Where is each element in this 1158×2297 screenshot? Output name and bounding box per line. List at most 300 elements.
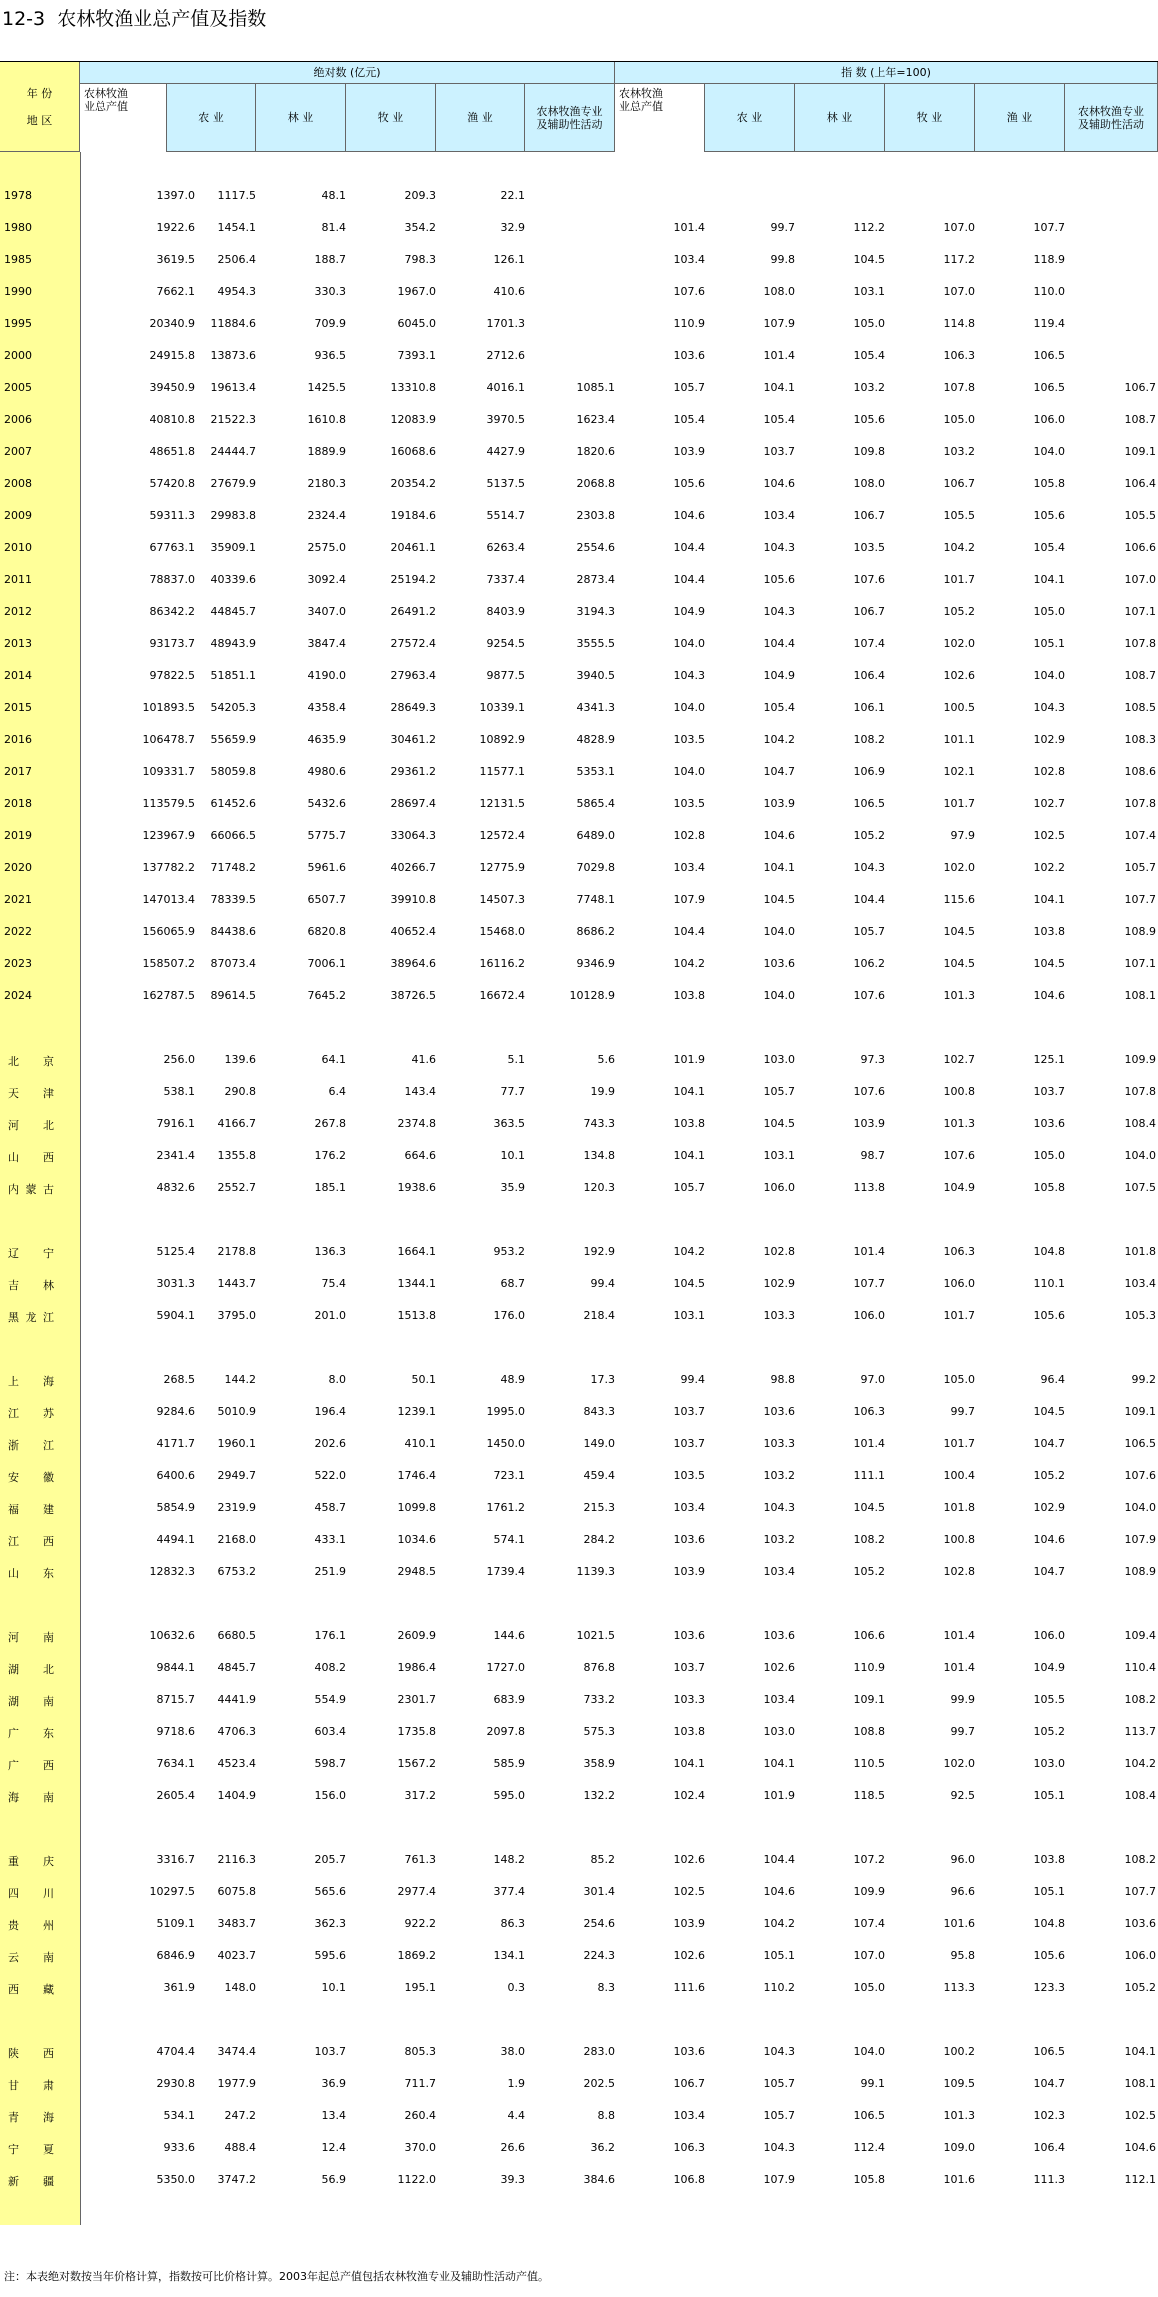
region-label: 云南 [8, 1951, 54, 1964]
table-cell: 101.7 [943, 573, 975, 586]
table-cell: 101.3 [943, 989, 975, 1002]
table-cell: 176.2 [314, 1149, 346, 1162]
table-cell: 6680.5 [217, 1629, 256, 1642]
table-cell: 10892.9 [479, 733, 525, 746]
table-cell: 113.8 [853, 1181, 885, 1194]
table-cell: 107.0 [943, 221, 975, 234]
table-cell: 108.2 [1124, 1693, 1156, 1706]
table-cell: 107.7 [1124, 893, 1156, 906]
table-cell: 51851.1 [210, 669, 256, 682]
table-row [0, 890, 1158, 910]
table-cell: 104.1 [673, 1085, 705, 1098]
table-row [0, 186, 1158, 206]
table-cell: 103.1 [763, 1149, 795, 1162]
table-cell: 3795.0 [217, 1309, 256, 1322]
table-cell: 112.4 [853, 2141, 885, 2154]
table-cell: 48943.9 [210, 637, 256, 650]
table-cell: 107.6 [853, 989, 885, 1002]
table-cell: 104.5 [1033, 957, 1065, 970]
table-cell: 107.2 [853, 1853, 885, 1866]
table-cell: 105.6 [673, 477, 705, 490]
table-row [0, 922, 1158, 942]
table-cell: 101.3 [943, 1117, 975, 1130]
table-cell: 103.0 [763, 1725, 795, 1738]
column-header: 农 业 [167, 84, 256, 152]
table-cell: 103.5 [673, 797, 705, 810]
table-cell: 105.2 [943, 605, 975, 618]
table-cell: 109.4 [1124, 1629, 1156, 1642]
table-cell: 107.6 [943, 1149, 975, 1162]
table-cell: 247.2 [224, 2109, 256, 2122]
table-cell: 2554.6 [576, 541, 615, 554]
table-cell: 488.4 [224, 2141, 256, 2154]
table-cell: 664.6 [404, 1149, 436, 1162]
table-cell: 723.1 [493, 1469, 525, 1482]
table-cell: 13.4 [321, 2109, 346, 2122]
table-row [0, 1178, 1158, 1198]
table-cell: 101.4 [943, 1629, 975, 1642]
table-cell: 2930.8 [156, 2077, 195, 2090]
page-title: 12-3 农林牧渔业总产值及指数 [2, 8, 267, 30]
region-label: 吉林 [8, 1279, 54, 1292]
table-cell: 3555.5 [576, 637, 615, 650]
table-cell: 4171.7 [156, 1437, 195, 1450]
table-cell: 1735.8 [397, 1725, 436, 1738]
table-cell: 104.6 [763, 1885, 795, 1898]
table-cell: 188.7 [314, 253, 346, 266]
table-cell: 256.0 [163, 1053, 195, 1066]
table-cell: 301.4 [583, 1885, 615, 1898]
table-cell: 1623.4 [576, 413, 615, 426]
table-cell: 683.9 [493, 1693, 525, 1706]
table-cell: 2506.4 [217, 253, 256, 266]
table-cell: 104.0 [673, 701, 705, 714]
table-row [0, 1658, 1158, 1678]
table-cell: 251.9 [314, 1565, 346, 1578]
table-cell: 103.9 [763, 797, 795, 810]
table-cell: 92.5 [950, 1789, 975, 1802]
table-cell: 106.3 [943, 1245, 975, 1258]
table-cell: 105.6 [1033, 1949, 1065, 1962]
table-cell: 3619.5 [156, 253, 195, 266]
table-cell: 99.4 [590, 1277, 615, 1290]
table-cell: 953.2 [493, 1245, 525, 1258]
table-cell: 103.6 [673, 349, 705, 362]
table-cell: 106.0 [1124, 1949, 1156, 1962]
table-cell: 7634.1 [156, 1757, 195, 1770]
table-cell: 363.5 [493, 1117, 525, 1130]
table-cell: 114.8 [943, 317, 975, 330]
table-row [0, 250, 1158, 270]
table-cell: 9254.5 [486, 637, 525, 650]
column-header: 牧 业 [885, 84, 975, 152]
table-cell: 5109.1 [156, 1917, 195, 1930]
table-cell: 106.3 [673, 2141, 705, 2154]
table-cell: 106.0 [1033, 1629, 1065, 1642]
year-label: 2012 [4, 605, 32, 618]
table-cell: 1443.7 [217, 1277, 256, 1290]
table-cell: 4828.9 [576, 733, 615, 746]
table-cell: 10128.9 [569, 989, 615, 1002]
table-cell: 105.7 [763, 1085, 795, 1098]
table-cell: 102.8 [763, 1245, 795, 1258]
table-cell: 156065.9 [142, 925, 195, 938]
table-cell: 358.9 [583, 1757, 615, 1770]
table-cell: 107.0 [1124, 573, 1156, 586]
table-cell: 106.7 [853, 509, 885, 522]
column-header: 渔 业 [975, 84, 1065, 152]
table-cell: 101.1 [943, 733, 975, 746]
table-row [0, 634, 1158, 654]
table-cell: 284.2 [583, 1533, 615, 1546]
table-cell: 20340.9 [149, 317, 195, 330]
table-cell: 103.2 [943, 445, 975, 458]
year-label: 1990 [4, 285, 32, 298]
table-cell: 5865.4 [576, 797, 615, 810]
table-cell: 104.0 [853, 2045, 885, 2058]
table-cell: 78339.5 [210, 893, 256, 906]
table-cell: 147013.4 [142, 893, 195, 906]
year-label: 2021 [4, 893, 32, 906]
table-cell: 106.4 [1124, 477, 1156, 490]
table-row [0, 346, 1158, 366]
table-cell: 10.1 [321, 1981, 346, 1994]
table-cell: 158507.2 [142, 957, 195, 970]
table-cell: 101.6 [943, 1917, 975, 1930]
table-cell: 64.1 [321, 1053, 346, 1066]
table-cell: 107.4 [1124, 829, 1156, 842]
table-cell: 103.6 [1124, 1917, 1156, 1930]
table-cell: 6.4 [328, 1085, 346, 1098]
table-cell: 101.8 [943, 1501, 975, 1514]
table-row [0, 474, 1158, 494]
table-cell: 99.9 [950, 1693, 975, 1706]
table-cell: 1034.6 [397, 1533, 436, 1546]
table-cell: 11577.1 [479, 765, 525, 778]
table-cell: 12775.9 [479, 861, 525, 874]
table-cell: 85.2 [590, 1853, 615, 1866]
table-cell: 104.0 [763, 989, 795, 1002]
table-cell: 103.8 [1033, 1853, 1065, 1866]
table-cell: 6820.8 [307, 925, 346, 938]
table-cell: 117.2 [943, 253, 975, 266]
year-label: 2013 [4, 637, 32, 650]
table-cell: 38726.5 [390, 989, 436, 1002]
table-cell: 162787.5 [142, 989, 195, 1002]
column-header: 农林牧渔 业总产值 [615, 84, 705, 152]
table-cell: 215.3 [583, 1501, 615, 1514]
table-cell: 101.3 [943, 2109, 975, 2122]
table-cell: 1986.4 [397, 1661, 436, 1674]
table-cell: 77.7 [500, 1085, 525, 1098]
table-cell: 120.3 [583, 1181, 615, 1194]
table-cell: 137782.2 [142, 861, 195, 874]
table-cell: 102.7 [943, 1053, 975, 1066]
table-cell: 104.1 [763, 861, 795, 874]
table-cell: 1454.1 [217, 221, 256, 234]
table-row [0, 1434, 1158, 1454]
table-cell: 574.1 [493, 1533, 525, 1546]
table-cell: 101.7 [943, 797, 975, 810]
table-cell: 2575.0 [307, 541, 346, 554]
table-cell: 268.5 [163, 1373, 195, 1386]
table-cell: 104.1 [763, 381, 795, 394]
table-cell: 103.0 [1033, 1757, 1065, 1770]
table-row [0, 730, 1158, 750]
table-cell: 97822.5 [149, 669, 195, 682]
table-cell: 27679.9 [210, 477, 256, 490]
table-cell: 139.6 [224, 1053, 256, 1066]
table-cell: 125.1 [1033, 1053, 1065, 1066]
table-row [0, 314, 1158, 334]
table-row [0, 1754, 1158, 1774]
table-row [0, 1146, 1158, 1166]
table-cell: 110.1 [1033, 1277, 1065, 1290]
table-cell: 144.6 [493, 1629, 525, 1642]
table-cell: 2168.0 [217, 1533, 256, 1546]
table-cell: 4016.1 [486, 381, 525, 394]
table-row [0, 218, 1158, 238]
table-cell: 123967.9 [142, 829, 195, 842]
table-cell: 108.2 [853, 1533, 885, 1546]
table-cell: 36.9 [321, 2077, 346, 2090]
table-cell: 1117.5 [217, 189, 256, 202]
table-cell: 103.6 [673, 1533, 705, 1546]
table-cell: 103.0 [763, 1053, 795, 1066]
table-cell: 107.9 [763, 317, 795, 330]
year-label: 2014 [4, 669, 32, 682]
table-cell: 5.1 [507, 1053, 525, 1066]
table-cell: 5353.1 [576, 765, 615, 778]
table-cell: 99.2 [1131, 1373, 1156, 1386]
table-cell: 106.0 [1033, 413, 1065, 426]
table-cell: 4.4 [507, 2109, 525, 2122]
table-row [0, 1114, 1158, 1134]
year-label: 2022 [4, 925, 32, 938]
table-cell: 108.1 [1124, 989, 1156, 1002]
table-cell: 106.0 [853, 1309, 885, 1322]
table-cell: 6400.6 [156, 1469, 195, 1482]
table-cell: 3031.3 [156, 1277, 195, 1290]
table-cell: 78837.0 [149, 573, 195, 586]
table-cell: 2712.6 [486, 349, 525, 362]
region-header: 地 区 [26, 113, 53, 127]
table-cell: 2116.3 [217, 1853, 256, 1866]
table-cell: 108.0 [853, 477, 885, 490]
table-cell: 97.9 [950, 829, 975, 842]
table-cell: 317.2 [404, 1789, 436, 1802]
table-cell: 38964.6 [390, 957, 436, 970]
table-cell: 123.3 [1033, 1981, 1065, 1994]
table-cell: 13310.8 [390, 381, 436, 394]
table-cell: 105.0 [1033, 1149, 1065, 1162]
table-cell: 105.2 [1124, 1981, 1156, 1994]
table-cell: 4358.4 [307, 701, 346, 714]
table-cell: 4441.9 [217, 1693, 256, 1706]
table-cell: 29983.8 [210, 509, 256, 522]
table-cell: 16116.2 [479, 957, 525, 970]
table-cell: 106.1 [853, 701, 885, 714]
table-cell: 105.1 [1033, 637, 1065, 650]
table-cell: 105.0 [943, 413, 975, 426]
table-cell: 10297.5 [149, 1885, 195, 1898]
table-cell: 2949.7 [217, 1469, 256, 1482]
table-cell: 103.9 [673, 445, 705, 458]
table-cell: 100.4 [943, 1469, 975, 1482]
table-cell: 97.0 [860, 1373, 885, 1386]
year-label: 2005 [4, 381, 32, 394]
table-cell: 108.2 [853, 733, 885, 746]
table-cell: 565.6 [314, 1885, 346, 1898]
year-label: 2017 [4, 765, 32, 778]
table-cell: 260.4 [404, 2109, 436, 2122]
table-cell: 7029.8 [576, 861, 615, 874]
table-cell: 6045.0 [397, 317, 436, 330]
year-label: 2018 [4, 797, 32, 810]
table-cell: 104.8 [1033, 1917, 1065, 1930]
table-cell: 743.3 [583, 1117, 615, 1130]
table-cell: 106478.7 [142, 733, 195, 746]
region-label: 山西 [8, 1151, 54, 1164]
table-cell: 101893.5 [142, 701, 195, 714]
table-cell: 7393.1 [397, 349, 436, 362]
table-cell: 102.2 [1033, 861, 1065, 874]
year-label: 2008 [4, 477, 32, 490]
table-cell: 107.6 [673, 285, 705, 298]
table-row [0, 378, 1158, 398]
table-cell: 733.2 [583, 1693, 615, 1706]
table-cell: 25194.2 [390, 573, 436, 586]
table-cell: 3940.5 [576, 669, 615, 682]
table-cell: 109.5 [943, 2077, 975, 2090]
table-cell: 104.3 [763, 2045, 795, 2058]
table-cell: 761.3 [404, 1853, 436, 1866]
year-label: 2015 [4, 701, 32, 714]
table-cell: 3747.2 [217, 2173, 256, 2186]
table-cell: 102.9 [763, 1277, 795, 1290]
table-cell: 54205.3 [210, 701, 256, 714]
table-cell: 103.7 [673, 1405, 705, 1418]
table-cell: 104.9 [1033, 1661, 1065, 1674]
table-cell: 8403.9 [486, 605, 525, 618]
table-cell: 1085.1 [576, 381, 615, 394]
table-cell: 104.6 [1033, 1533, 1065, 1546]
table-row [0, 1850, 1158, 1870]
table-cell: 2324.4 [307, 509, 346, 522]
table-cell: 106.8 [673, 2173, 705, 2186]
table-cell: 108.6 [1124, 765, 1156, 778]
table-cell: 2303.8 [576, 509, 615, 522]
table-cell: 48651.8 [149, 445, 195, 458]
table-cell: 105.5 [1033, 1693, 1065, 1706]
table-cell: 105.0 [853, 1981, 885, 1994]
table-cell: 7916.1 [156, 1117, 195, 1130]
year-header: 年 份 [26, 86, 53, 100]
table-cell: 106.7 [943, 477, 975, 490]
region-label: 广东 [8, 1727, 54, 1740]
table-row [0, 986, 1158, 1006]
table-cell: 103.7 [673, 1437, 705, 1450]
table-cell: 106.6 [853, 1629, 885, 1642]
table-row [0, 858, 1158, 878]
table-cell: 103.8 [1033, 925, 1065, 938]
table-cell: 106.5 [1033, 349, 1065, 362]
table-cell: 103.7 [1033, 1085, 1065, 1098]
region-label: 湖北 [8, 1663, 54, 1676]
table-cell: 20461.1 [390, 541, 436, 554]
table-cell: 377.4 [493, 1885, 525, 1898]
region-label: 内蒙古 [8, 1183, 54, 1196]
table-cell: 103.8 [673, 1725, 705, 1738]
table-cell: 106.2 [853, 957, 885, 970]
table-cell: 44845.7 [210, 605, 256, 618]
table-cell: 843.3 [583, 1405, 615, 1418]
table-cell: 103.4 [763, 1565, 795, 1578]
table-cell: 4523.4 [217, 1757, 256, 1770]
table-cell: 408.2 [314, 1661, 346, 1674]
table-cell: 102.5 [1124, 2109, 1156, 2122]
table-cell: 8715.7 [156, 1693, 195, 1706]
table-row [0, 1370, 1158, 1390]
table-cell: 9718.6 [156, 1725, 195, 1738]
table-cell: 102.0 [943, 861, 975, 874]
region-label: 黑龙江 [8, 1311, 54, 1324]
table-cell: 103.3 [673, 1693, 705, 1706]
table-note: 注：本表绝对数按当年价格计算，指数按可比价格计算。2003年起总产值包括农林牧渔专业及辅助性活动产值。 [4, 2270, 549, 2283]
table-cell: 56.9 [321, 2173, 346, 2186]
table-row [0, 1690, 1158, 1710]
table-cell: 2552.7 [217, 1181, 256, 1194]
table-cell: 4635.9 [307, 733, 346, 746]
table-cell: 103.6 [1033, 1117, 1065, 1130]
table-row [0, 410, 1158, 430]
region-label: 北京 [8, 1055, 54, 1068]
table-cell: 104.5 [1033, 1405, 1065, 1418]
table-cell: 104.5 [853, 1501, 885, 1514]
table-cell: 192.9 [583, 1245, 615, 1258]
column-header: 农林牧渔专业 及辅助性活动 [1065, 84, 1158, 152]
table-cell: 106.0 [943, 1277, 975, 1290]
table-cell: 5350.0 [156, 2173, 195, 2186]
table-cell: 105.8 [1033, 1181, 1065, 1194]
year-label: 2023 [4, 957, 32, 970]
table-cell: 36.2 [590, 2141, 615, 2154]
table-cell: 55659.9 [210, 733, 256, 746]
table-row [0, 1274, 1158, 1294]
column-header: 林 业 [795, 84, 885, 152]
column-header: 林 业 [256, 84, 346, 152]
year-label: 2009 [4, 509, 32, 522]
table-row [0, 1562, 1158, 1582]
year-label: 2020 [4, 861, 32, 874]
region-label: 江西 [8, 1535, 54, 1548]
table-cell: 108.1 [1124, 2077, 1156, 2090]
table-cell: 39.3 [500, 2173, 525, 2186]
table-cell: 102.8 [943, 1565, 975, 1578]
table-cell: 86342.2 [149, 605, 195, 618]
table-cell: 1960.1 [217, 1437, 256, 1450]
table-cell: 102.9 [1033, 1501, 1065, 1514]
table-cell: 50.1 [411, 1373, 436, 1386]
table-cell: 107.4 [853, 637, 885, 650]
table-cell: 103.4 [673, 861, 705, 874]
table-cell: 9284.6 [156, 1405, 195, 1418]
table-cell: 105.8 [1033, 477, 1065, 490]
table-cell: 102.6 [943, 669, 975, 682]
table-cell: 105.6 [1033, 509, 1065, 522]
table-row [0, 282, 1158, 302]
table-cell: 35.9 [500, 1181, 525, 1194]
